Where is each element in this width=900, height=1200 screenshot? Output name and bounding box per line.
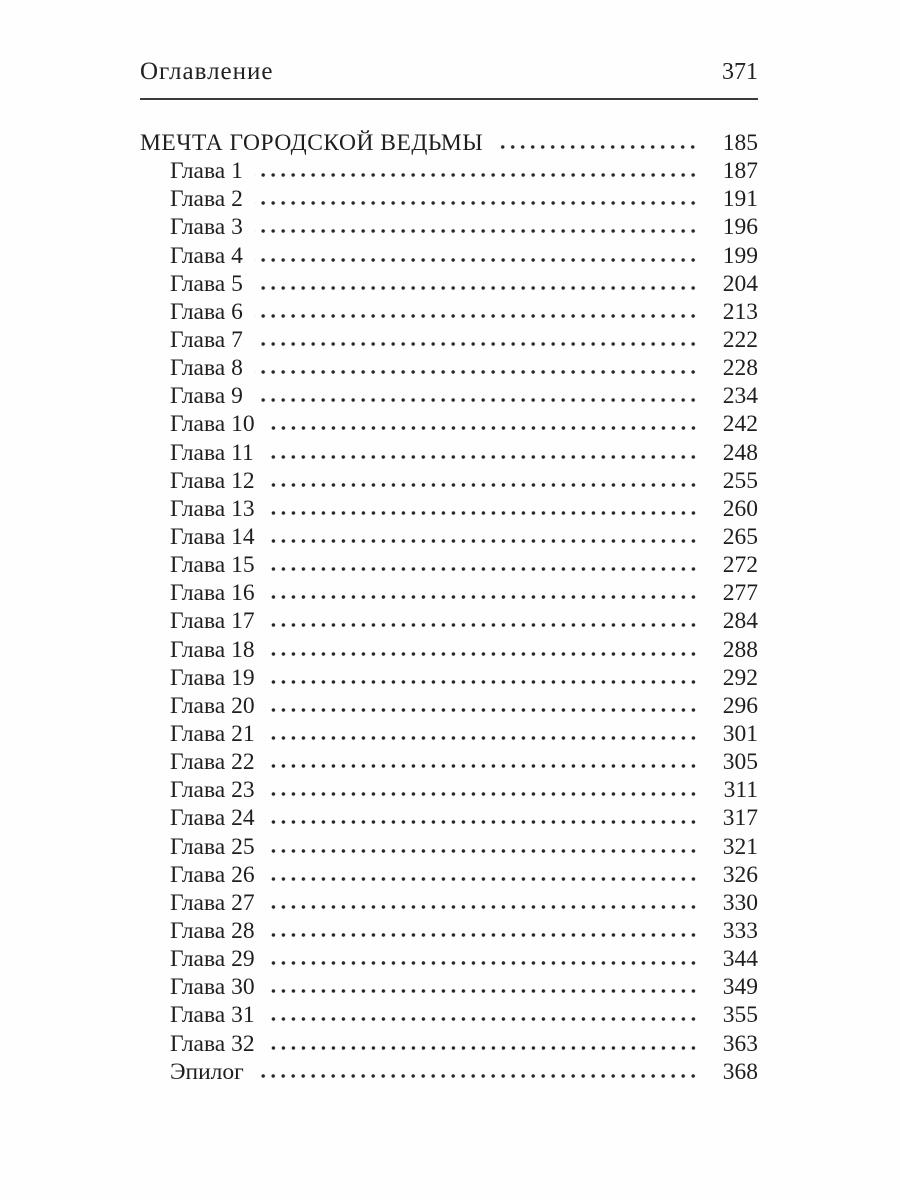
toc-entry-page: 292 [722,664,758,691]
toc-entry-page: 355 [722,1002,758,1029]
toc-entry-label: Глава 1 [170,158,243,185]
toc-entry-page: 265 [722,523,758,550]
leader-dots [256,1073,698,1079]
toc-entry-row [140,945,758,973]
leader-dots [495,144,698,150]
toc-entry-row [140,551,758,579]
running-head [140,58,758,86]
toc-entry-label: Глава 32 [170,1030,255,1057]
toc-entry-label: Глава 23 [170,777,255,804]
toc-entry-page: 288 [722,636,758,663]
toc-entry-row [140,1030,758,1058]
toc-entry-label: Глава 6 [170,298,243,325]
toc-entry-row [140,523,758,551]
toc-entry-label: Глава 14 [170,523,255,550]
toc-entry-label: Глава 3 [170,214,243,241]
toc-entry-page: 277 [722,580,758,607]
toc-entry-page: 234 [722,383,758,410]
toc-entry-label: Глава 10 [170,411,255,438]
leader-dots [267,425,698,431]
leader-dots [267,791,698,797]
leader-dots [255,313,698,319]
leader-dots [255,369,698,375]
leader-dots [267,1045,698,1051]
running-head-page-number: 371 [722,59,758,85]
leader-dots [267,1016,698,1022]
toc-entry-page: 213 [722,298,758,325]
toc-entry-label: Глава 19 [170,664,255,691]
leader-dots [255,257,698,263]
toc-entry-page: 272 [722,552,758,579]
toc-entry-page: 317 [722,805,758,832]
leader-dots [267,510,698,516]
toc-entry-row [140,382,758,410]
toc-entry-label: Эпилог [170,1058,244,1085]
leader-dots [267,482,698,488]
toc-entry-label: Глава 4 [170,242,243,269]
toc-entry-page: 242 [722,411,758,438]
table-of-contents [140,129,758,1086]
toc-entry-label: Глава 16 [170,580,255,607]
toc-entry-label: Глава 25 [170,833,255,860]
toc-entry-label: Глава 7 [170,326,243,353]
toc-entry-row [140,776,758,804]
toc-entry-label: Глава 22 [170,749,255,776]
toc-entry-row [140,973,758,1001]
toc-entry-page: 311 [723,777,758,804]
leader-dots [267,707,698,713]
toc-entry-label: Глава 8 [170,355,243,382]
toc-entry-page: 368 [722,1058,758,1085]
toc-entry-row [140,354,758,382]
toc-part-title-row [140,129,758,157]
toc-entry-label: Глава 24 [170,805,255,832]
toc-entry-page: 187 [722,158,758,185]
leader-dots [267,735,698,741]
toc-entry-label: Глава 17 [170,608,255,635]
toc-entry-row [140,1001,758,1029]
toc-entry-page: 305 [722,749,758,776]
toc-entry-row [140,917,758,945]
toc-entry-row [140,720,758,748]
toc-entry-page: 296 [722,692,758,719]
toc-entry-page: 363 [722,1030,758,1057]
toc-entry-row [140,748,758,776]
leader-dots [266,454,698,460]
toc-entry-page: 228 [722,355,758,382]
toc-entry-page: 191 [722,186,758,213]
toc-entry-label: Глава 29 [170,946,255,973]
toc-entry-row [140,833,758,861]
leader-dots [267,960,698,966]
toc-entry-row [140,242,758,270]
toc-entry-label: Глава 27 [170,889,255,916]
toc-entry-label: Глава 26 [170,861,255,888]
toc-entry-row [140,298,758,326]
toc-entry-page: 248 [722,439,758,466]
toc-entry-row [140,664,758,692]
leader-dots [267,988,698,994]
toc-entry-label: Глава 13 [170,495,255,522]
toc-entry-row [140,439,758,467]
leader-dots [267,819,698,825]
toc-entry-row [140,607,758,635]
toc-entry-page: 222 [722,326,758,353]
toc-entry-label: Глава 30 [170,974,255,1001]
leader-dots [255,397,698,403]
toc-entry-label: Глава 11 [170,439,254,466]
toc-entry-page: 344 [722,946,758,973]
toc-entry-label: Глава 9 [170,383,243,410]
toc-entry-row [140,157,758,185]
leader-dots [267,763,698,769]
toc-entry-row [140,636,758,664]
toc-entry-row [140,861,758,889]
toc-entry-page: 321 [722,833,758,860]
leader-dots [267,679,698,685]
leader-dots [267,876,698,882]
toc-entry-row [140,213,758,241]
toc-entry-label: Глава 5 [170,270,243,297]
leader-dots [267,904,698,910]
toc-entry-page: 333 [722,917,758,944]
toc-entry-label: Глава 2 [170,186,243,213]
running-head-title: Оглавление [140,58,274,85]
toc-entry-label: Глава 31 [170,1002,255,1029]
toc-part-title-label: МЕЧТА ГОРОДСКОЙ ВЕДЬМЫ [140,130,484,156]
toc-entry-row [140,889,758,917]
leader-dots [255,341,698,347]
toc-entry-page: 204 [722,270,758,297]
toc-entry-row [140,579,758,607]
leader-dots [267,538,698,544]
leader-dots [267,932,698,938]
toc-entry-row [140,326,758,354]
toc-entry-page: 326 [722,861,758,888]
toc-entry-row [140,410,758,438]
toc-entry-row [140,495,758,523]
toc-entry-page: 301 [722,720,758,747]
leader-dots [267,566,698,572]
toc-entry-label: Глава 18 [170,636,255,663]
leader-dots [267,622,698,628]
toc-entry-page: 260 [722,495,758,522]
toc-entry-list [140,157,758,1086]
toc-entry-page: 284 [722,608,758,635]
leader-dots [267,651,698,657]
toc-entry-page: 199 [722,242,758,269]
toc-entry-row [140,467,758,495]
toc-entry-row [140,804,758,832]
leader-dots [255,285,698,291]
toc-entry-label: Глава 15 [170,552,255,579]
toc-entry-row [140,185,758,213]
toc-entry-label: Глава 21 [170,720,255,747]
toc-entry-page: 196 [722,214,758,241]
leader-dots [267,848,698,854]
toc-entry-page: 255 [722,467,758,494]
leader-dots [255,228,698,234]
leader-dots [255,172,698,178]
toc-part-title-page: 185 [722,130,758,156]
toc-entry-label: Глава 28 [170,917,255,944]
leader-dots [255,200,698,206]
leader-dots [267,594,698,600]
toc-entry-label: Глава 12 [170,467,255,494]
toc-entry-page: 330 [722,889,758,916]
toc-entry-page: 349 [722,974,758,1001]
toc-entry-label: Глава 20 [170,692,255,719]
toc-entry-row [140,692,758,720]
header-rule [140,98,758,100]
toc-entry-row [140,1058,758,1086]
toc-entry-row [140,270,758,298]
